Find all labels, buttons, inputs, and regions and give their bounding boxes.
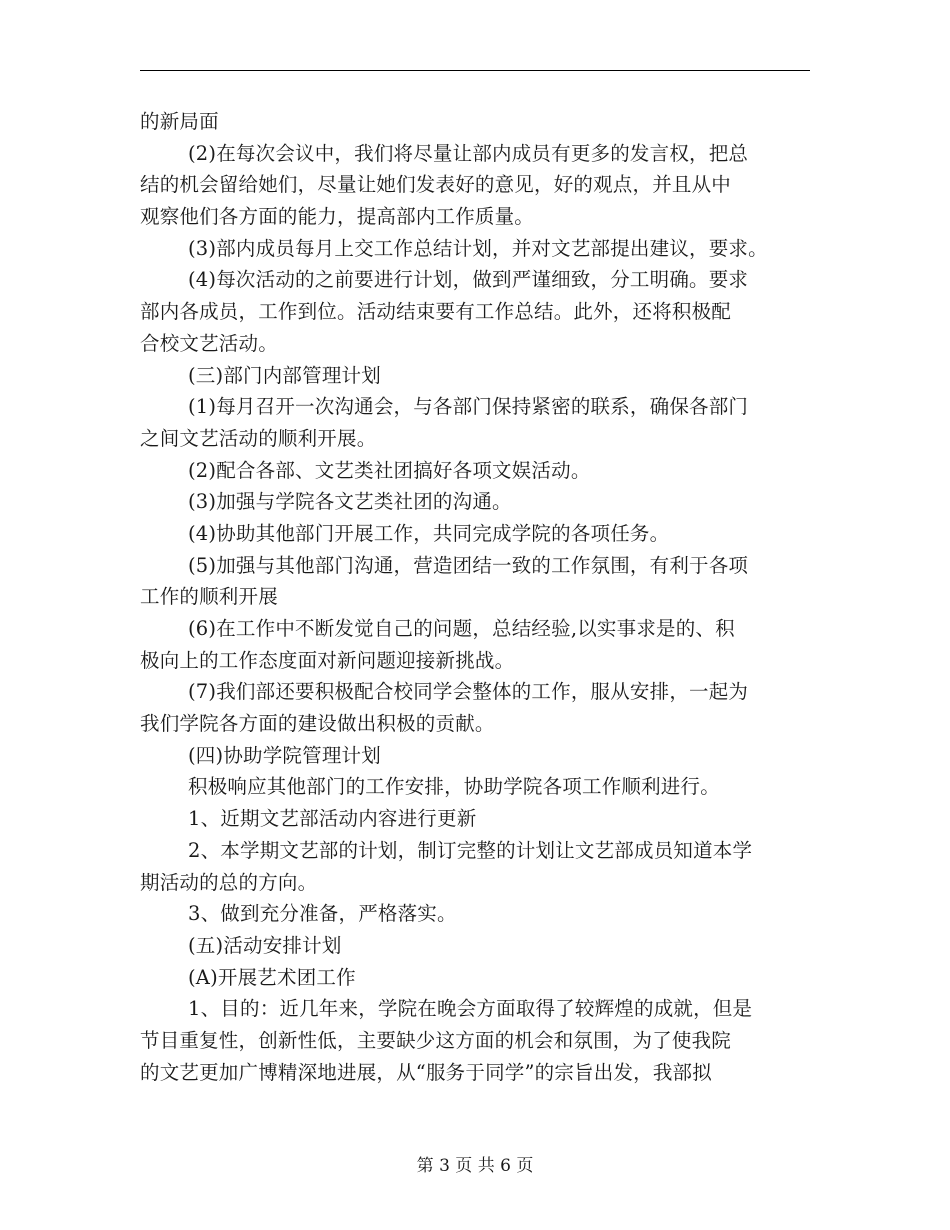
text-line: (5)加强与其他部门沟通，营造团结一致的工作氛围，有利于各项 (188, 553, 749, 577)
text-line: 节目重复性，创新性低，主要缺少这方面的机会和氛围，为了使我院 (140, 1028, 732, 1052)
text-line: 1、近期文艺部活动内容进行更新 (188, 807, 477, 831)
text-line: 3、做到充分准备，严格落实。 (188, 902, 457, 926)
text-line: 1、目的：近几年来，学院在晚会方面取得了较辉煌的成就，但是 (188, 997, 753, 1021)
text-line: 极向上的工作态度面对新问题迎接新挑战。 (140, 648, 515, 672)
text-line: (7)我们部还要积极配合校同学会整体的工作，服从安排，一起为 (188, 680, 749, 704)
body-text (140, 106, 812, 1088)
header-rule (140, 70, 810, 71)
text-line: 观察他们各方面的能力，提高部内工作质量。 (140, 205, 535, 229)
text-line: (4)协助其他部门开展工作，共同完成学院的各项任务。 (188, 521, 670, 545)
text-line: (2)在每次会议中，我们将尽量让部内成员有更多的发言权，把总 (188, 141, 749, 165)
text-line: (2)配合各部、文艺类社团搞好各项文娱活动。 (188, 458, 591, 482)
text-line: (3)加强与学院各文艺类社团的沟通。 (188, 490, 512, 514)
text-line: (四)协助学院管理计划 (188, 743, 381, 767)
text-line: (A)开展艺术团工作 (188, 965, 356, 989)
text-line: (五)活动安排计划 (188, 933, 342, 957)
text-line: (4)每次活动的之前要进行计划，做到严谨细致，分工明确。要求 (188, 268, 749, 292)
text-line: 的文艺更加广博精深地进展，从“服务于同学”的宗旨出发，我部拟 (140, 1060, 712, 1084)
text-line: (三)部门内部管理计划 (188, 363, 381, 387)
text-line: 我们学院各方面的建设做出积极的贡献。 (140, 712, 495, 736)
text-line: 工作的顺利开展 (140, 585, 278, 609)
text-line: 合校文艺活动。 (140, 331, 278, 355)
page-number-footer: 第 3 页 共 6 页 (416, 1156, 534, 1176)
text-line: (1)每月召开一次沟通会，与各部门保持紧密的联系，确保各部门 (188, 395, 749, 419)
text-line: 部内各成员，工作到位。活动结束要有工作总结。此外，还将积极配 (140, 300, 732, 324)
text-line: 2、本学期文艺部的计划，制订完整的计划让文艺部成员知道本学 (188, 838, 753, 862)
text-line: 的新局面 (140, 110, 219, 133)
text-line: 结的机会留给她们，尽量让她们发表好的意见，好的观点，并且从中 (140, 173, 732, 197)
text-line: 积极响应其他部门的工作安排，协助学院各项工作顺利进行。 (188, 775, 720, 799)
text-line: 之间文艺活动的顺利开展。 (140, 426, 377, 450)
text-line: 期活动的总的方向。 (140, 870, 318, 894)
text-line: (6)在工作中不断发觉自己的问题，总结经验,以实事求是的、积 (188, 617, 735, 640)
text-line: (3)部内成员每月上交工作总结计划，并对文艺部提出建议，要求。 (188, 236, 768, 260)
